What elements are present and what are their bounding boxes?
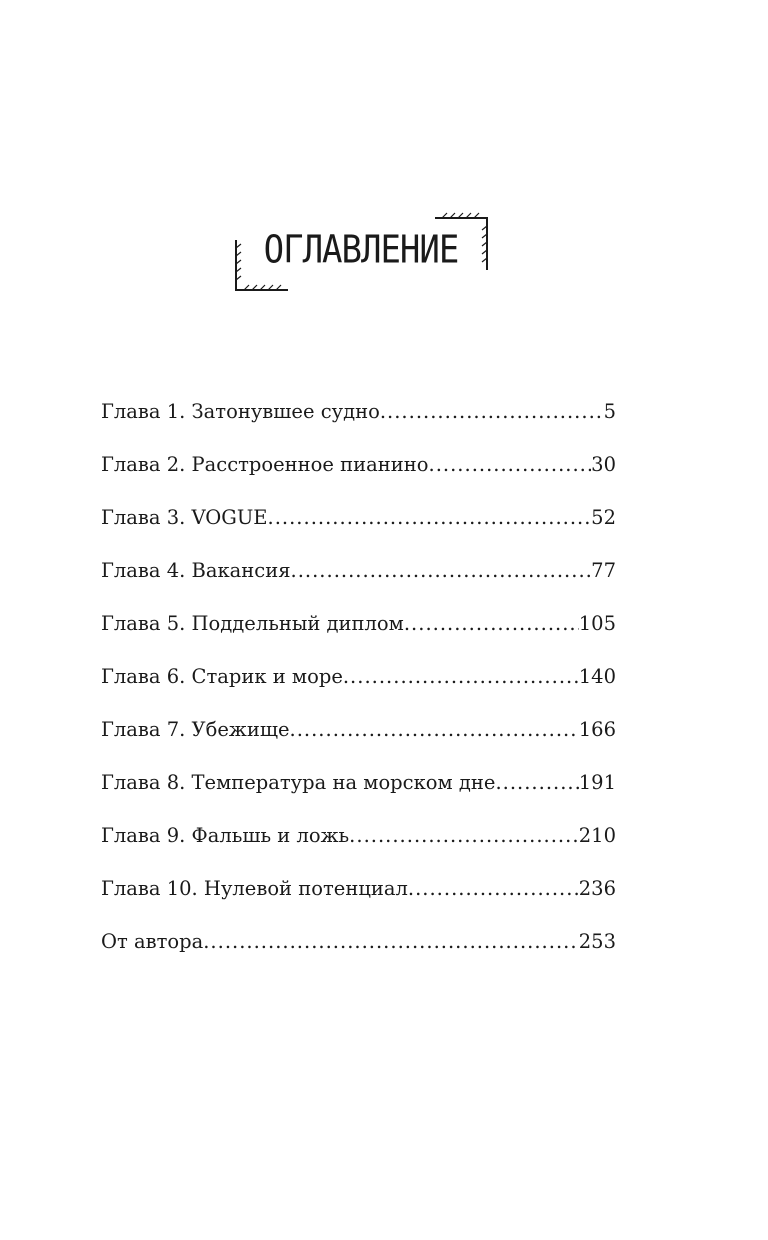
toc-entry (101, 612, 616, 665)
toc-entry-page: 52 (591, 506, 616, 529)
toc-entry-page: 30 (591, 453, 616, 476)
toc-entry-page: 253 (578, 930, 616, 953)
toc-entry-page: 166 (578, 718, 616, 741)
dot-leader (495, 771, 578, 794)
toc-entry-label: Глава 5. Поддельный диплом (101, 612, 404, 635)
toc-entry-label: Глава 9. Фальшь и ложь (101, 824, 350, 847)
dot-leader (380, 400, 604, 423)
toc-entry-label: Глава 2. Расстроенное пианино (101, 453, 429, 476)
toc-entry (101, 453, 616, 506)
dot-leader (404, 612, 579, 635)
toc-entry (101, 930, 616, 983)
toc-entry (101, 665, 616, 718)
title-frame (230, 210, 492, 296)
toc-entry-page: 5 (603, 400, 616, 423)
dot-leader (203, 930, 579, 953)
toc-entry-label: Глава 10. Нулевой потенциал (101, 877, 408, 900)
dot-leader (343, 665, 579, 688)
toc-entry-page: 236 (578, 877, 616, 900)
toc-entry-label: Глава 1. Затонувшее судно (101, 400, 380, 423)
toc-entry-page: 77 (591, 559, 616, 582)
toc-entry (101, 506, 616, 559)
dot-leader (268, 506, 592, 529)
toc-entry-label: Глава 7. Убежище (101, 718, 290, 741)
table-of-contents (101, 400, 616, 983)
toc-entry-label: Глава 6. Старик и море (101, 665, 343, 688)
toc-entry (101, 559, 616, 612)
toc-entry-page: 140 (578, 665, 616, 688)
dot-leader (349, 824, 579, 847)
dot-leader (291, 559, 592, 582)
toc-entry (101, 400, 616, 453)
toc-entry-page: 105 (578, 612, 616, 635)
dot-leader (290, 718, 579, 741)
toc-entry-label: Глава 3. VOGUE (101, 506, 268, 529)
dot-leader (429, 453, 592, 476)
toc-entry-label: Глава 8. Температура на морском дне (101, 771, 496, 794)
dot-leader (408, 877, 579, 900)
toc-entry (101, 718, 616, 771)
toc-entry-label: От автора (101, 930, 204, 953)
page-title: ОГЛАВЛЕНИЕ (263, 227, 459, 273)
toc-entry (101, 877, 616, 930)
toc-entry-label: Глава 4. Вакансия (101, 559, 291, 582)
toc-entry (101, 824, 616, 877)
toc-entry-page: 191 (578, 771, 616, 794)
toc-entry (101, 771, 616, 824)
toc-entry-page: 210 (578, 824, 616, 847)
